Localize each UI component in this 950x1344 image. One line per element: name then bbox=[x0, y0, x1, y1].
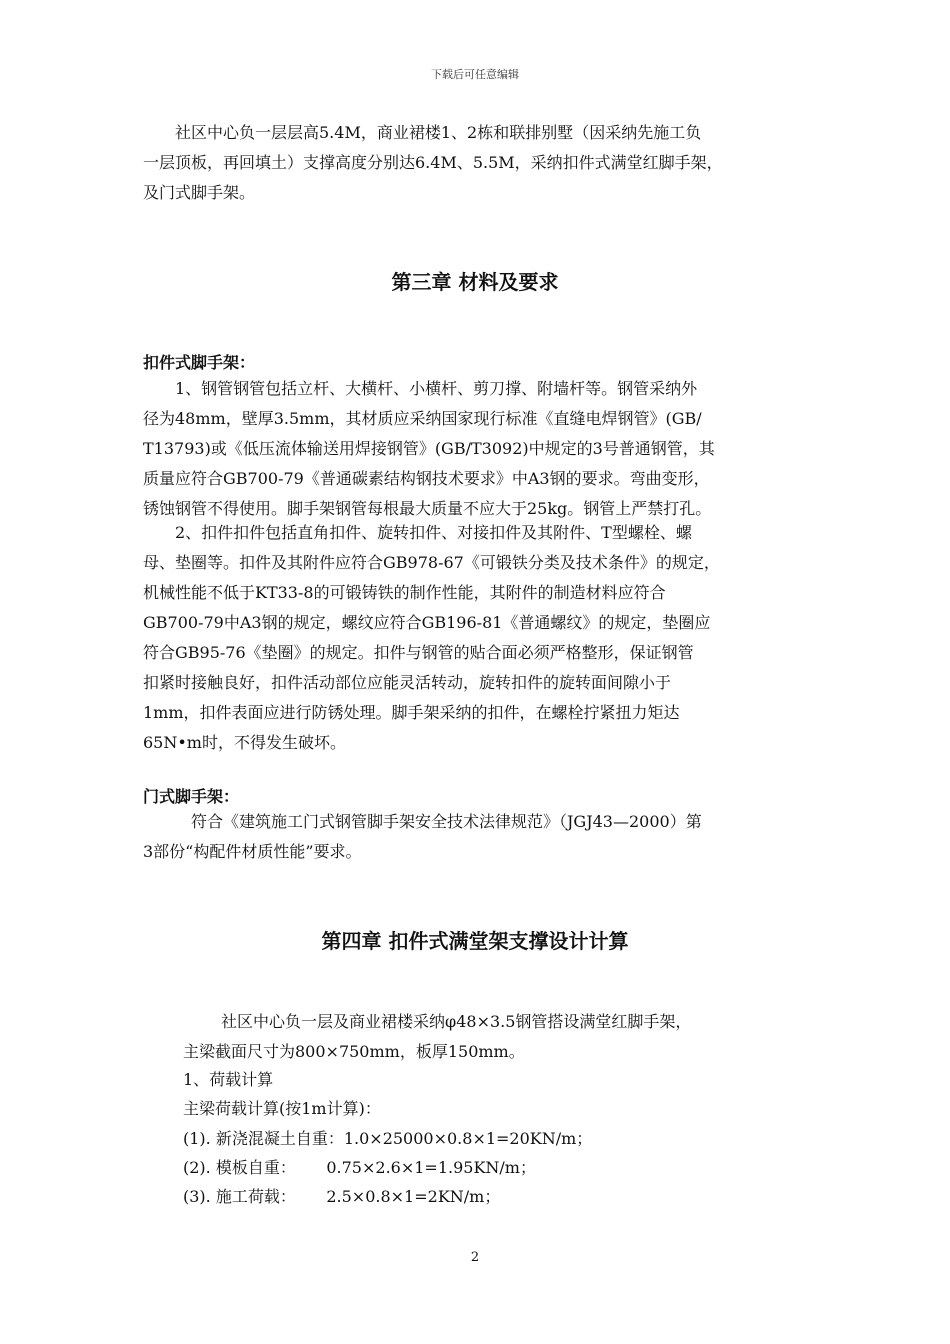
load-item-concrete: (1). 新浇混凝土自重：1.0×25000×0.8×1=20KN/m； bbox=[183, 1129, 593, 1148]
text-line: 质量应符合GB700-79《普通碳素结构钢技术要求》中A3钢的要求。弯曲变形， bbox=[143, 469, 710, 488]
text-line: 一层顶板，再回填土）支撑高度分别达6.4M、5.5M，采纳扣件式满堂红脚手架， bbox=[143, 153, 723, 172]
text-line: 社区中心负一层层高5.4M，商业裙楼1、2栋和联排别墅（因采纳先施工负 bbox=[175, 123, 702, 142]
fastener-paragraph bbox=[143, 518, 813, 758]
text-line: 2、扣件扣件包括直角扣件、旋转扣件、对接扣件及其附件、T型螺栓、螺 bbox=[175, 523, 692, 542]
text-line: T13793)或《低压流体输送用焊接钢管》(GB/T3092)中规定的3号普通钢管，其 bbox=[143, 439, 715, 458]
text-line: 65N•m时，不得发生破坏。 bbox=[143, 733, 346, 752]
text-line: GB700-79中A3钢的规定，螺纹应符合GB196-81《普通螺纹》的规定，垫圈应 bbox=[143, 613, 711, 632]
door-scaffold-heading: 门式脚手架： bbox=[143, 787, 240, 806]
text-line: 母、垫圈等。扣件及其附件应符合GB978-67《可锻铁分类及技术条件》的规定， bbox=[143, 553, 720, 572]
text-line: 符合GB95-76《垫圈》的规定。扣件与钢管的贴合面必须严格整形，保证钢管 bbox=[143, 643, 694, 662]
load-item-construction: (3). 施工荷载： 2.5×0.8×1=2KN/m； bbox=[183, 1187, 501, 1206]
steel-pipe-paragraph bbox=[143, 374, 813, 524]
text-line: 社区中心负一层及商业裙楼采纳φ48×3.5钢管搭设满堂红脚手架， bbox=[221, 1012, 692, 1031]
chapter-4-title: 第四章 扣件式满堂架支撑设计计算 bbox=[321, 929, 629, 953]
intro-paragraph bbox=[143, 118, 813, 208]
text-line: 径为48mm，壁厚3.5mm，其材质应采纳国家现行标准《直缝电焊钢管》(GB/ bbox=[143, 409, 702, 428]
chapter-3-title: 第三章 材料及要求 bbox=[391, 270, 559, 294]
load-item-formwork: (2). 模板自重： 0.75×2.6×1=1.95KN/m； bbox=[183, 1158, 536, 1177]
text-line: 符合《建筑施工门式钢管脚手架安全技术法律规范》（JGJ43—2000）第 bbox=[191, 812, 702, 831]
fastener-scaffold-heading: 扣件式脚手架： bbox=[143, 353, 256, 372]
chapter-4-intro bbox=[183, 1007, 823, 1067]
load-calc-title: 1、荷载计算 bbox=[183, 1070, 274, 1089]
text-line: 1mm，扣件表面应进行防锈处理。脚手架采纳的扣件，在螺栓拧紧扭力矩达 bbox=[143, 703, 680, 722]
text-line: 主梁截面尺寸为800×750mm，板厚150mm。 bbox=[183, 1042, 525, 1061]
door-scaffold-paragraph bbox=[143, 807, 813, 867]
text-line: 3部份“构配件材质性能”要求。 bbox=[143, 842, 362, 861]
text-line: 1、钢管钢管包括立杆、大横杆、小横杆、剪刀撑、附墙杆等。钢管采纳外 bbox=[175, 379, 698, 398]
text-line: 机械性能不低于KT33-8的可锻铸铁的制作性能，其附件的制造材料应符合 bbox=[143, 583, 666, 602]
text-line: 扣紧时接触良好，扣件活动部位应能灵活转动，旋转扣件的旋转面间隙小于 bbox=[143, 673, 672, 692]
text-line: 及门式脚手架。 bbox=[143, 183, 256, 202]
text-line: 锈蚀钢管不得使用。脚手架钢管每根最大质量不应大于25kg。钢管上严禁打孔。 bbox=[143, 499, 712, 518]
page-number: 2 bbox=[470, 1250, 480, 1265]
girder-load-heading: 主梁荷载计算(按1m计算)： bbox=[183, 1099, 381, 1118]
page-header: 下载后可任意编辑 bbox=[431, 68, 519, 81]
